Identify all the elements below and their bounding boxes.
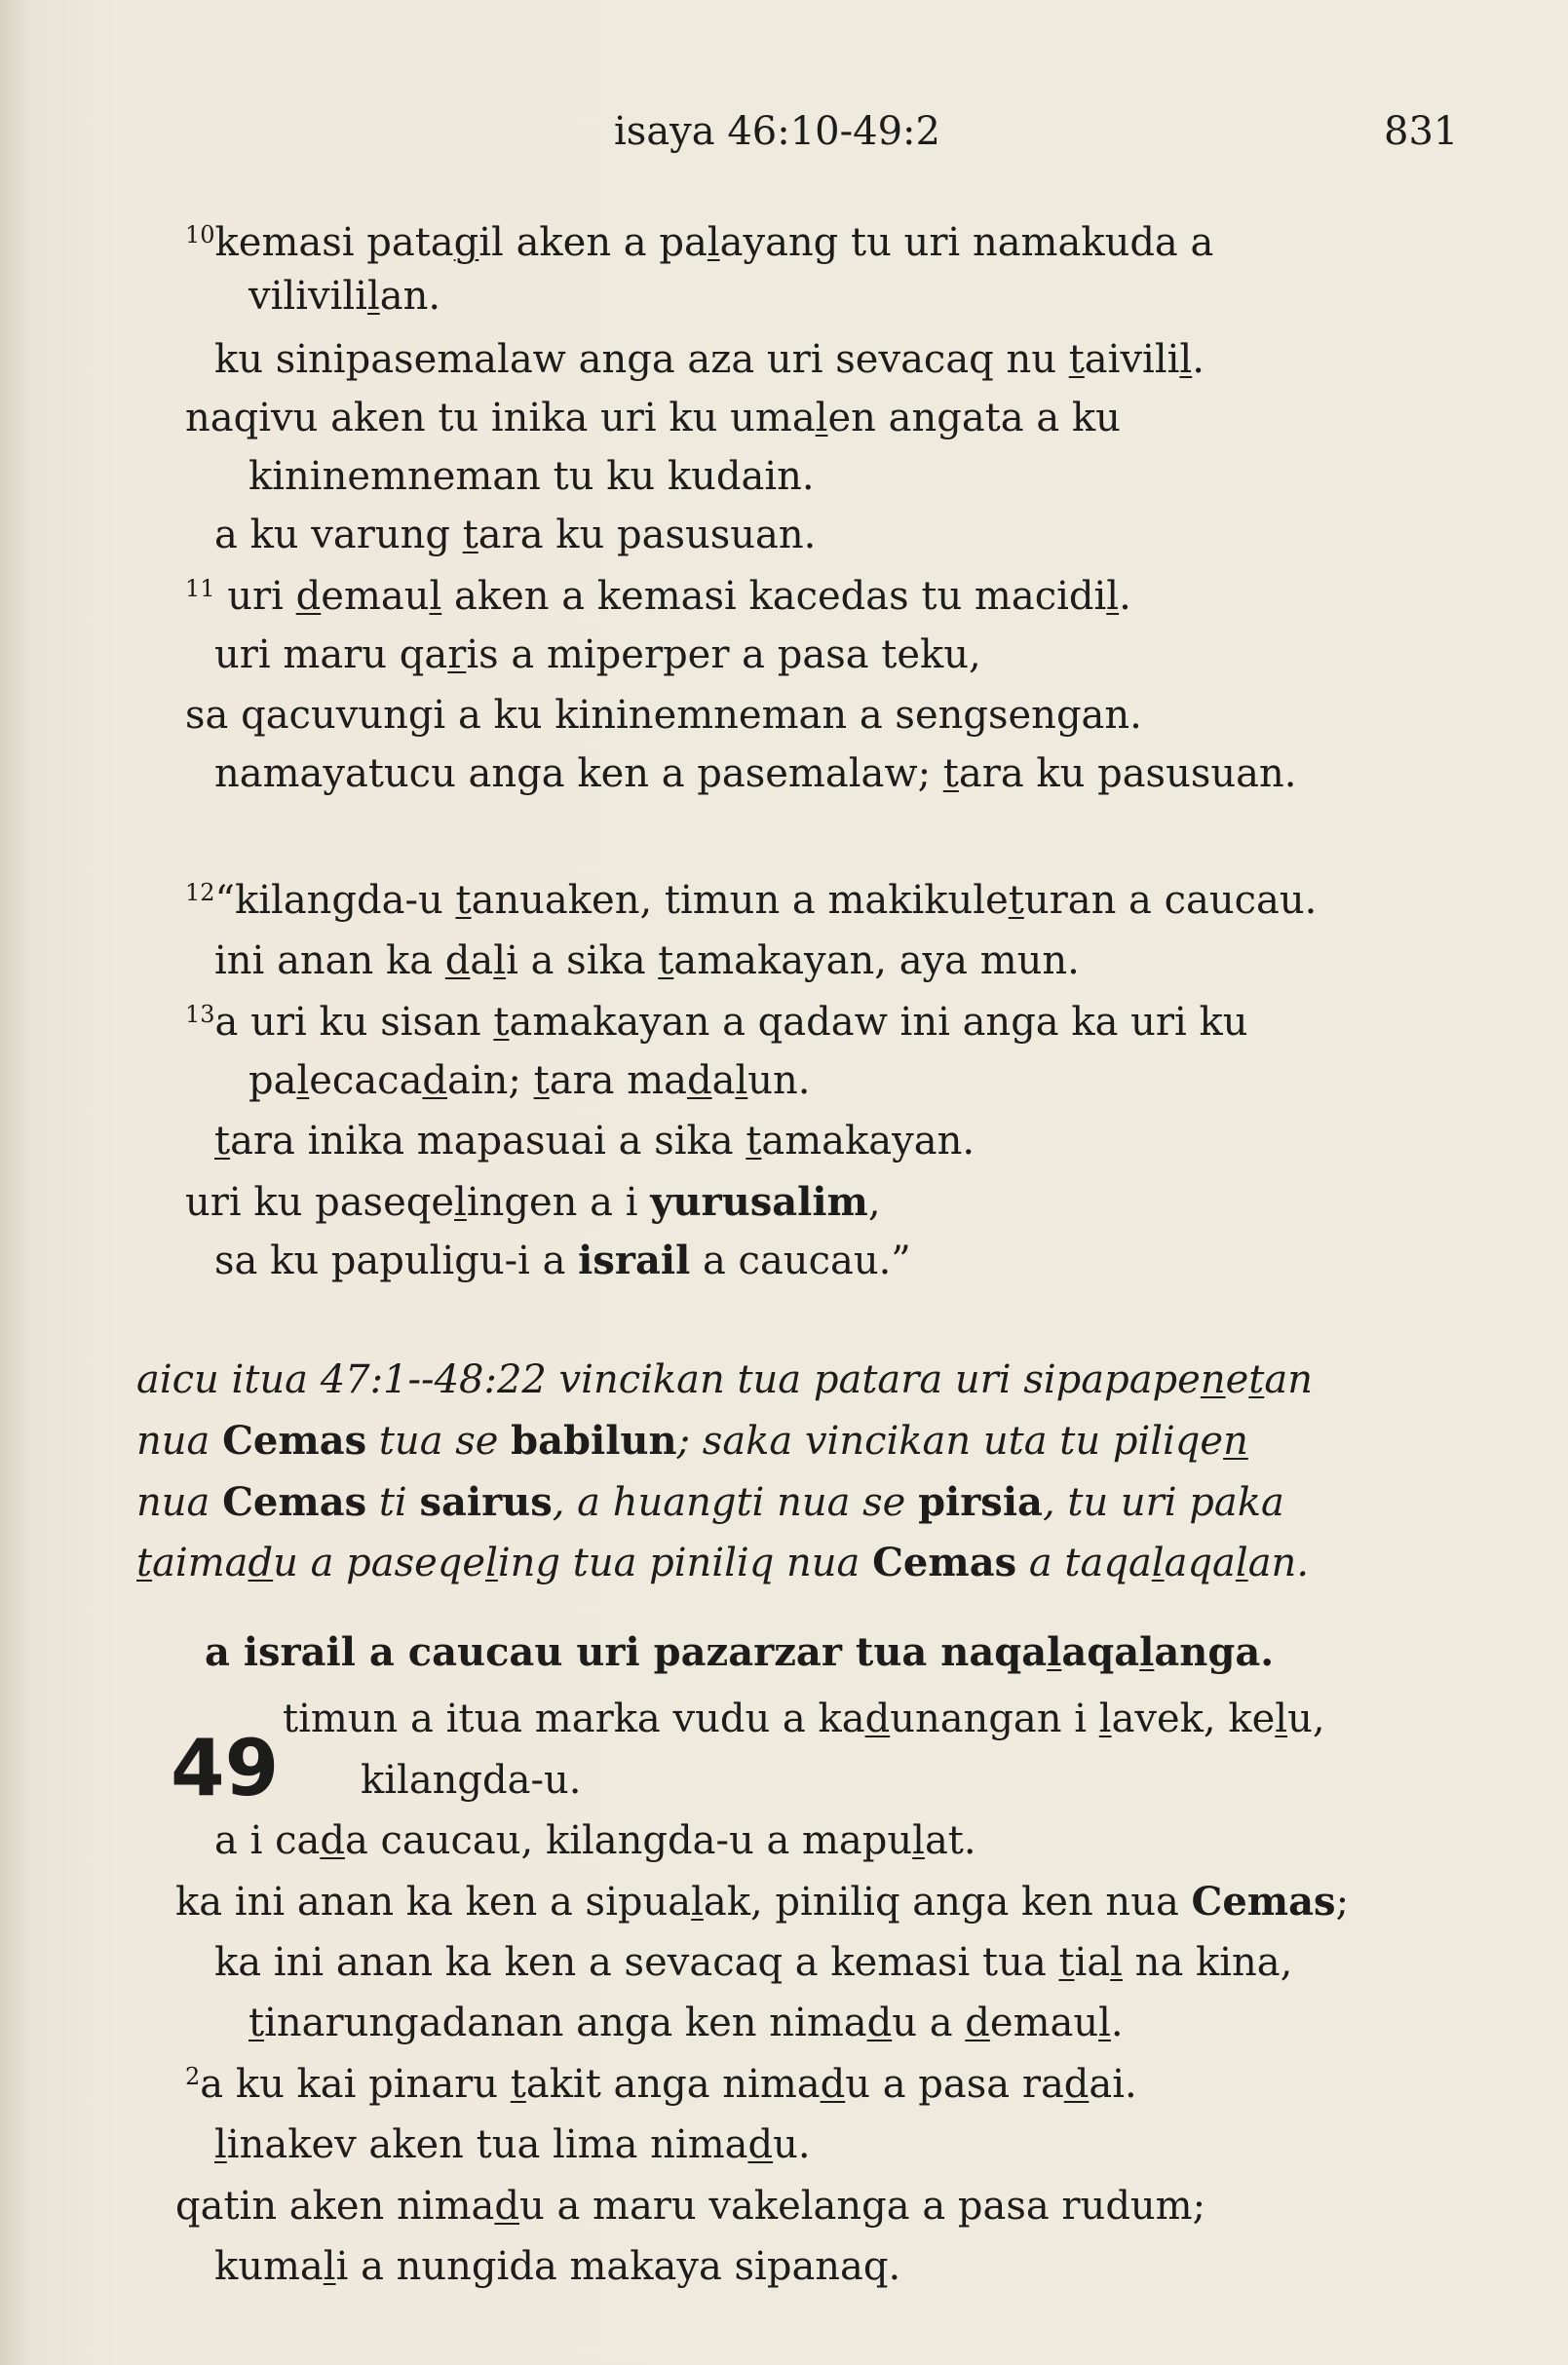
- verse-11-line-4: namayatucu anga ken a pasemalaw; tara ku pasusuan.: [214, 751, 1297, 796]
- verse-number: 11: [185, 574, 215, 602]
- header-title: isaya 46:10-49:2: [614, 109, 940, 154]
- verse-13-line-3: tara inika mapasuai a sika tamakayan.: [214, 1119, 975, 1163]
- verse-12-line-2: ini anan ka dali a sika tamakayan, aya mun.: [214, 938, 1080, 983]
- chapter-number: 49: [171, 1723, 280, 1813]
- ch49-verse-1-line-3: a i cada caucau, kilangda-u a mapulat.: [214, 1818, 976, 1863]
- ch49-verse-2-line-1: $^2$a ku kai pinaru takit anga nimadu a pasa radai.: [185, 2062, 1137, 2107]
- verse-number: 13: [185, 1000, 215, 1028]
- verse-number: 2: [185, 2062, 201, 2090]
- verse-10-line-5: kininemneman tu ku kudain.: [249, 454, 815, 499]
- section-heading: a israil a caucau uri pazarzar tua naqalaqalanga.: [205, 1629, 1275, 1675]
- verse-11-line-2: uri maru qaris a miperper a pasa teku,: [214, 632, 981, 677]
- ch49-verse-1-line-1: timun a itua marka vudu a kadunangan i lavek, kelu,: [283, 1697, 1325, 1741]
- verse-13-line-4: uri ku paseqelingen a i yurusalim,: [185, 1179, 881, 1225]
- ch49-verse-2-line-4: kumali a nungida makaya sipanaq.: [214, 2244, 901, 2289]
- note-line-3: nua Cemas ti sairus, a huangti nua se pirsia, tu uri paka: [136, 1479, 1284, 1525]
- verse-10-line-3: ku sinipasemalaw anga aza uri sevacaq nu taivilil.: [214, 337, 1205, 382]
- page-number: 831: [1384, 109, 1459, 154]
- note-line-2: nua Cemas tua se babilun; saka vincikan uta tu piliqen: [136, 1418, 1248, 1464]
- ch49-verse-1-line-5: ka ini anan ka ken a sevacaq a kemasi tua tial na kina,: [214, 1940, 1293, 1985]
- ch49-verse-2-line-3: qatin aken nimadu a maru vakelanga a pasa rudum;: [175, 2184, 1206, 2229]
- note-line-4: taimadu a paseqeling tua piniliq nua Cemas a taqalaqalan.: [136, 1540, 1310, 1585]
- verse-10-line-6: a ku varung tara ku pasusuan.: [214, 513, 817, 557]
- verse-10-line-2: vilivililan.: [249, 274, 441, 319]
- verse-12-line-1: $^{12}$“kilangda-u tanuaken, timun a makikuleturan a caucau.: [185, 878, 1318, 923]
- ch49-verse-1-line-6: tinarungadanan anga ken nimadu a demaul.: [249, 2001, 1124, 2045]
- verse-13-line-2: palecacadain; tara madalun.: [249, 1058, 811, 1103]
- note-line-1: aicu itua 47:1--48:22 vincikan tua patara uri sipapapenetan: [136, 1357, 1313, 1402]
- running-header: [0, 109, 1568, 168]
- ch49-verse-1-line-4: ka ini anan ka ken a sipualak, piniliq anga ken nua Cemas;: [175, 1879, 1350, 1925]
- ch49-verse-2-line-2: linakev aken tua lima nimadu.: [214, 2122, 811, 2167]
- verse-10-line-4: naqivu aken tu inika uri ku umalen angata a ku: [185, 396, 1121, 440]
- verse-number: 10: [185, 220, 215, 248]
- verse-10-line-1: $^{10}$kemasi patagil aken a palayang tu uri namakuda a: [185, 220, 1214, 265]
- verse-11-line-3: sa qacuvungi a ku kininemneman a sengsengan.: [185, 693, 1142, 738]
- verse-13-line-5: sa ku papuligu-i a israil a caucau.”: [214, 1238, 911, 1283]
- verse-number: 12: [185, 878, 215, 906]
- verse-13-line-1: $^{13}$a uri ku sisan tamakayan a qadaw ini anga ka uri ku: [185, 1000, 1248, 1045]
- ch49-verse-1-line-2: kilangda-u.: [361, 1758, 582, 1803]
- verse-11-line-1: $^{11}$ uri demaul aken a kemasi kacedas tu macidil.: [185, 574, 1131, 619]
